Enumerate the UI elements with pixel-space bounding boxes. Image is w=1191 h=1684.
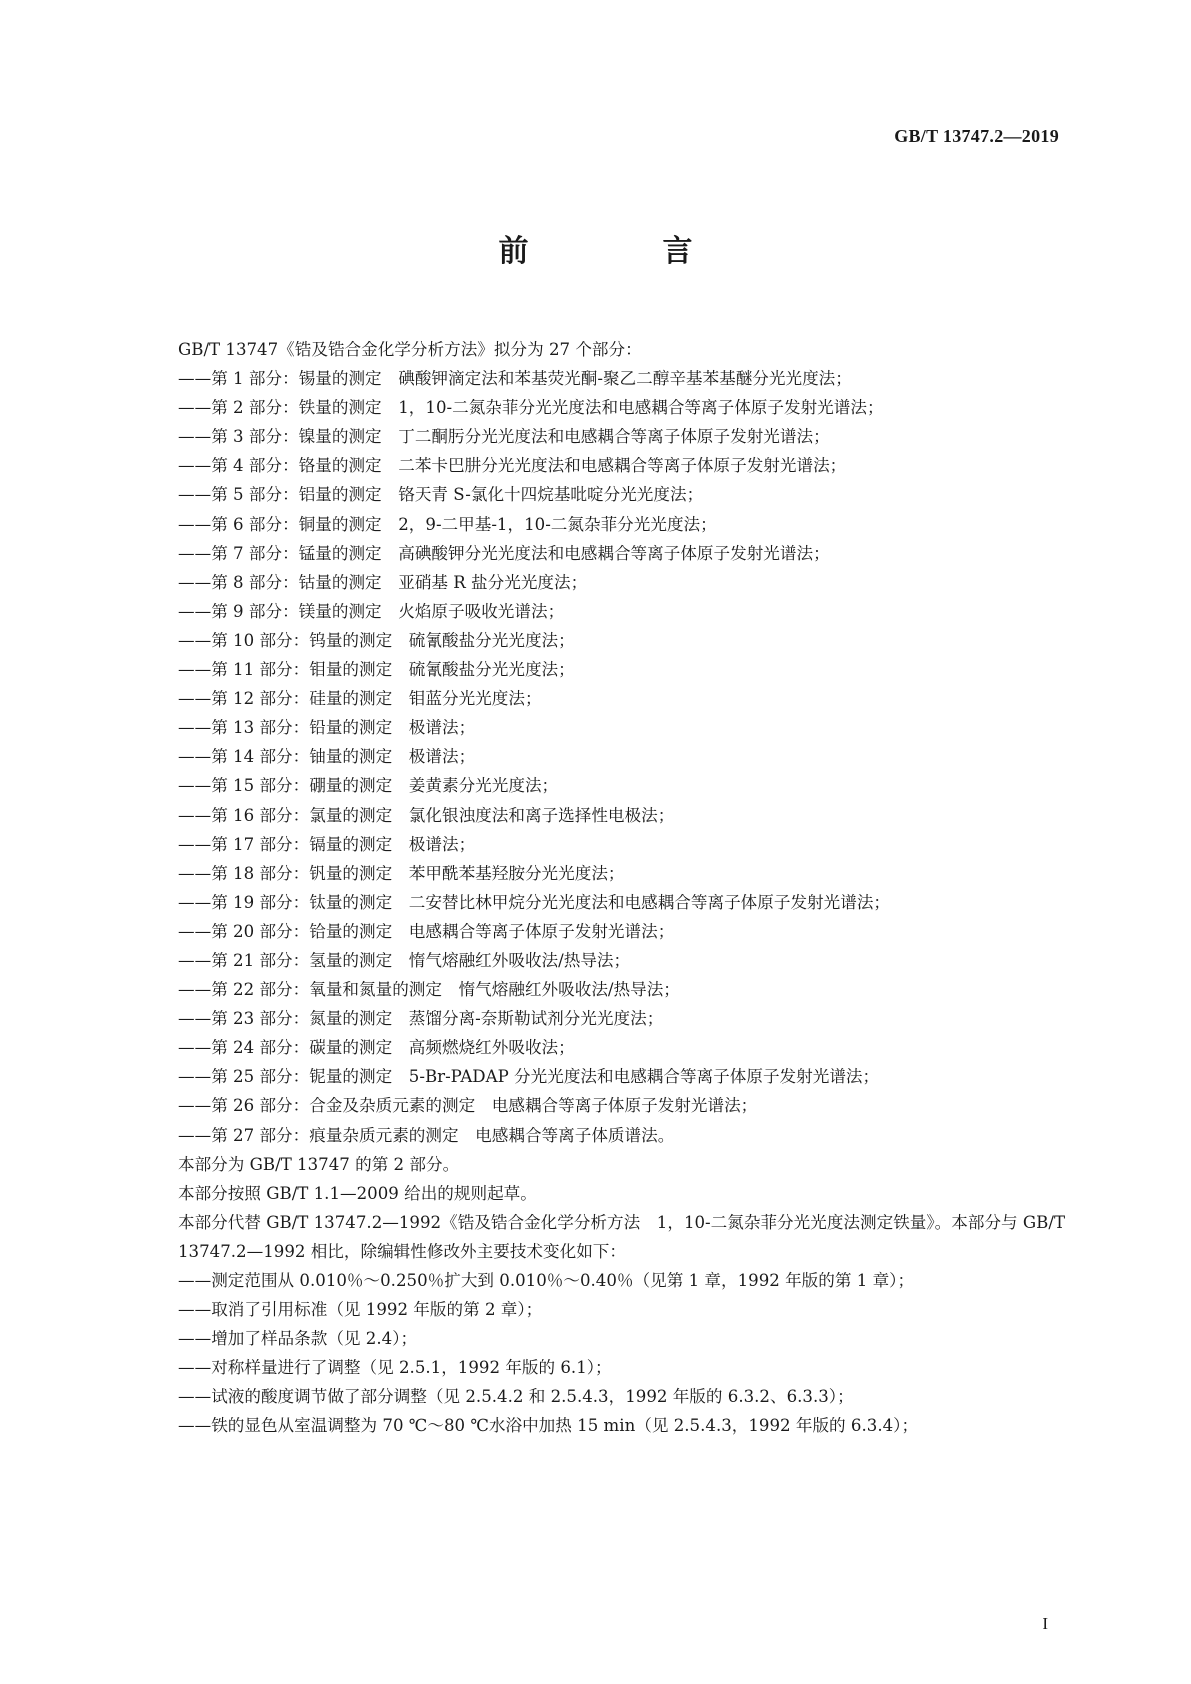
statement-replace-paragraph: 本部分代替 GB/T 13747.2—1992《锆及锆合金化学分析方法 1，10-二氮杂菲分光光度法测定铁量》。本部分与 GB/T 13747.2—1992 相比，除编辑性修改外主要技术变化如下： bbox=[178, 1212, 1066, 1261]
statement-rules-paragraph: 本部分按照 GB/T 1.1—2009 给出的规则起草。 bbox=[178, 1183, 537, 1203]
list-item: ——第 4 部分：铬量的测定 二苯卡巴肼分光光度法和电感耦合等离子体原子发射光谱法； bbox=[178, 456, 847, 476]
list-item: ——第 10 部分：钨量的测定 硫氰酸盐分光光度法； bbox=[178, 630, 575, 650]
list-item: ——测定范围从 0.010％～0.250％扩大到 0.010％～0.40％（见第 1 章，1992 年版的第 1 章）； bbox=[178, 1271, 915, 1290]
list-item: ——第 27 部分：痕量杂质元素的测定 电感耦合等离子体质谱法。 bbox=[178, 1125, 675, 1145]
list-item: ——第 15 部分：硼量的测定 姜黄素分光光度法； bbox=[178, 776, 559, 796]
standard-code: GB/T 13747.2—2019 bbox=[894, 126, 1059, 146]
list-item: ——第 22 部分：氧量和氮量的测定 惰气熔融红外吸收法/热导法； bbox=[178, 980, 680, 1000]
list-item: ——铁的显色从室温调整为 70 ℃～80 ℃水浴中加热 15 min（见 2.5.4.3，1992 年版的 6.3.4）； bbox=[178, 1416, 919, 1436]
list-item: ——第 25 部分：铌量的测定 5-Br-PADAP 分光光度法和电感耦合等离子体原子发射光谱法； bbox=[178, 1067, 880, 1087]
list-item: ——第 24 部分：碳量的测定 高频燃烧红外吸收法； bbox=[178, 1038, 575, 1058]
list-item: ——试液的酸度调节做了部分调整（见 2.5.4.2 和 2.5.4.3，1992 年版的 6.3.2、6.3.3）； bbox=[178, 1387, 854, 1407]
list-item: ——第 7 部分：锰量的测定 高碘酸钾分光光度法和电感耦合等离子体原子发射光谱法； bbox=[178, 543, 830, 563]
list-item: ——第 13 部分：铅量的测定 极谱法； bbox=[178, 718, 476, 738]
list-item: ——第 3 部分：镍量的测定 丁二酮肟分光光度法和电感耦合等离子体原子发射光谱法； bbox=[178, 427, 830, 447]
list-item: ——第 26 部分：合金及杂质元素的测定 电感耦合等离子体原子发射光谱法； bbox=[178, 1096, 758, 1116]
page-title: 前 言 bbox=[498, 234, 745, 269]
parts-list bbox=[136, 364, 1071, 1150]
list-item: ——第 23 部分：氮量的测定 蒸馏分离-奈斯勒试剂分光光度法； bbox=[178, 1009, 664, 1029]
page-number: I bbox=[1042, 1614, 1048, 1633]
list-item: ——第 2 部分：铁量的测定 1，10-二氮杂菲分光光度法和电感耦合等离子体原子发射光谱法； bbox=[178, 398, 884, 418]
list-item: ——第 20 部分：铪量的测定 电感耦合等离子体原子发射光谱法； bbox=[178, 921, 675, 941]
list-item: ——取消了引用标准（见 1992 年版的第 2 章）； bbox=[178, 1300, 543, 1320]
statement-part-paragraph: 本部分为 GB/T 13747 的第 2 部分。 bbox=[178, 1154, 460, 1174]
foreword-body bbox=[136, 335, 1071, 1441]
list-item: ——第 8 部分：钴量的测定 亚硝基 R 盐分光光度法； bbox=[178, 572, 588, 592]
intro-paragraph: GB/T 13747《锆及锆合金化学分析方法》拟分为 27 个部分： bbox=[178, 340, 642, 359]
changes-list bbox=[136, 1266, 1071, 1441]
list-item: ——第 19 部分：钛量的测定 二安替比林甲烷分光光度法和电感耦合等离子体原子发射光谱法； bbox=[178, 892, 891, 912]
list-item: ——第 1 部分：锡量的测定 碘酸钾滴定法和苯基荧光酮-聚乙二醇辛基苯基醚分光光度法； bbox=[178, 369, 852, 389]
list-item: ——第 18 部分：钒量的测定 苯甲酰苯基羟胺分光光度法； bbox=[178, 863, 625, 883]
list-item: ——第 12 部分：硅量的测定 钼蓝分光光度法； bbox=[178, 689, 542, 709]
list-item: ——第 5 部分：铝量的测定 铬天青 S-氯化十四烷基吡啶分光光度法； bbox=[178, 485, 704, 505]
list-item: ——第 16 部分：氯量的测定 氯化银浊度法和离子选择性电极法； bbox=[178, 805, 675, 825]
list-item: ——第 14 部分：铀量的测定 极谱法； bbox=[178, 747, 476, 767]
list-item: ——第 17 部分：镉量的测定 极谱法； bbox=[178, 834, 476, 854]
list-item: ——第 9 部分：镁量的测定 火焰原子吸收光谱法； bbox=[178, 601, 565, 621]
list-item: ——第 21 部分：氢量的测定 惰气熔融红外吸收法/热导法； bbox=[178, 950, 631, 970]
list-item: ——对称样量进行了调整（见 2.5.1，1992 年版的 6.1）； bbox=[178, 1358, 612, 1378]
list-item: ——第 6 部分：铜量的测定 2，9-二甲基-1，10-二氮杂菲分光光度法； bbox=[178, 514, 717, 534]
list-item: ——增加了样品条款（见 2.4）； bbox=[178, 1329, 418, 1349]
list-item: ——第 11 部分：钼量的测定 硫氰酸盐分光光度法； bbox=[178, 660, 575, 680]
